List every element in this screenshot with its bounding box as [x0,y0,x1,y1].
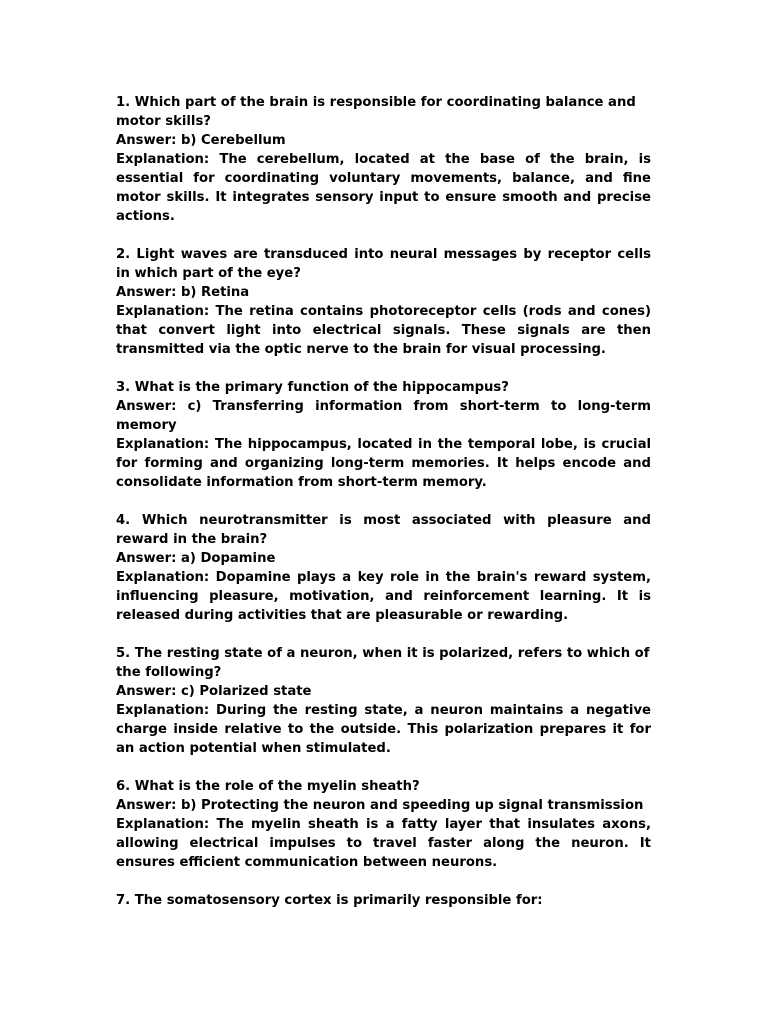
explanation-text: Explanation: During the resting state, a neuron maintains a negative charge inside relative to the outside. This polarization prepares it for an action potential when stimulated. [116,703,651,756]
qa-item-5 [116,644,651,758]
question-text: 6. What is the role of the myelin sheath? [116,779,420,794]
answer-text: Answer: c) Polarized state [116,684,312,699]
question-text: 3. What is the primary function of the hippocampus? [116,380,509,395]
qa-item-7 [116,891,651,910]
answer-text: Answer: c) Transferring information from short-term to long-term memory [116,399,651,433]
question-text: 4. Which neurotransmitter is most associated with pleasure and reward in the brain? [116,513,651,547]
question-text: 5. The resting state of a neuron, when it is polarized, refers to which of the following? [116,646,650,680]
question-text: 1. Which part of the brain is responsible for coordinating balance and motor skills? [116,95,636,129]
answer-text: Answer: b) Retina [116,285,250,300]
explanation-text: Explanation: Dopamine plays a key role in the brain's reward system, influencing pleasure, motivation, and reinforcement learning. It is released during activities that are pleasurable or rewarding. [116,570,651,623]
qa-item-1 [116,93,651,226]
explanation-text: Explanation: The retina contains photoreceptor cells (rods and cones) that convert light into electrical signals. These signals are then transmitted via the optic nerve to the brain for visual processing. [116,304,651,357]
document-body [116,93,651,929]
explanation-text: Explanation: The cerebellum, located at the base of the brain, is essential for coordinating voluntary movements, balance, and fine motor skills. It integrates sensory input to ensure smooth and precise actions. [116,152,651,224]
qa-item-3 [116,378,651,492]
question-text: 2. Light waves are transduced into neural messages by receptor cells in which part of the eye? [116,247,651,281]
explanation-text: Explanation: The hippocampus, located in the temporal lobe, is crucial for forming and organizing long-term memories. It helps encode and consolidate information from short-term memory. [116,437,651,490]
qa-item-4 [116,511,651,625]
question-text: 7. The somatosensory cortex is primarily responsible for: [116,893,543,908]
answer-text: Answer: b) Cerebellum [116,133,286,148]
qa-item-2 [116,245,651,359]
answer-text: Answer: b) Protecting the neuron and speeding up signal transmission [116,798,644,813]
qa-item-6 [116,777,651,872]
explanation-text: Explanation: The myelin sheath is a fatty layer that insulates axons, allowing electrical impulses to travel faster along the neuron. It ensures efficient communication between neurons. [116,817,651,870]
answer-text: Answer: a) Dopamine [116,551,276,566]
